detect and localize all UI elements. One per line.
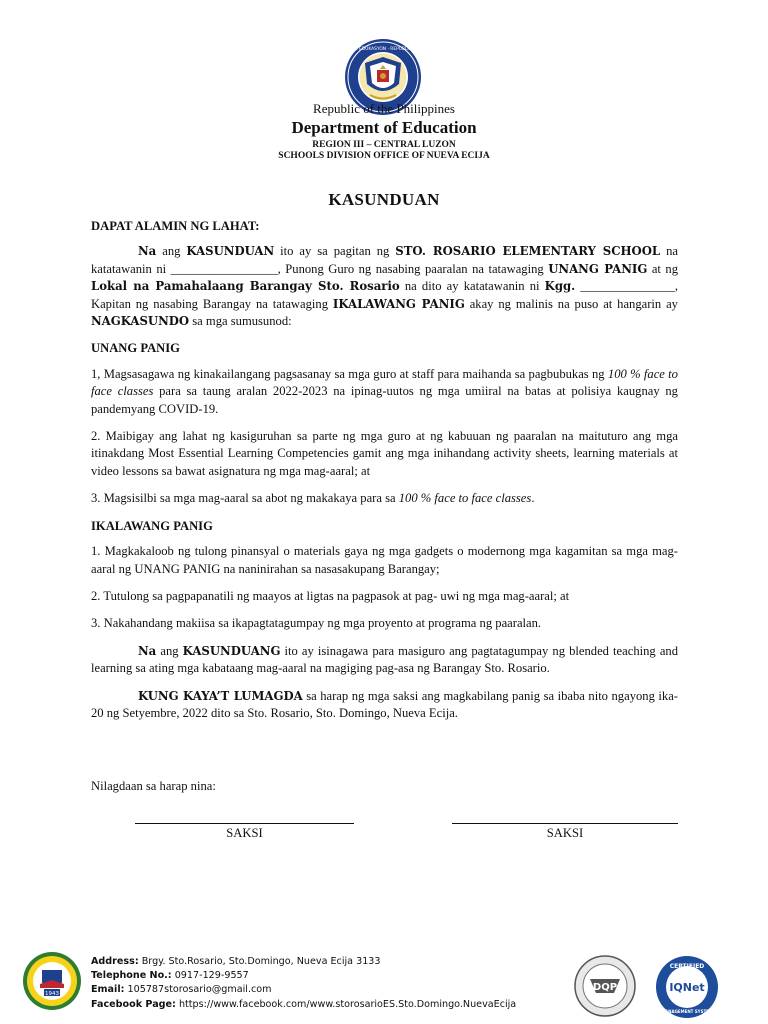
footer-facebook (91, 998, 516, 1012)
intro-text: IKALAWANG PANIG (332, 296, 465, 311)
intro-text: Na (138, 244, 157, 259)
iqnet-text: IQNet (669, 981, 705, 994)
item-emphasis: 100 % face to face classes (91, 366, 678, 399)
iqnet-certified-logo (655, 955, 719, 1019)
closing-text: KUNG KAYA’T LUMAGDA (138, 688, 303, 703)
intro-text: na katatawanin ni _________________, Punong Guro ng nasabing paaralan na tatawaging (91, 244, 678, 276)
intro-text: at ng (647, 261, 678, 276)
intro-text: ang (156, 244, 187, 259)
intro-text: KASUNDUAN (186, 244, 275, 259)
footer-value: 0917-129-9557 (171, 970, 249, 982)
signature-line-1 (135, 823, 354, 824)
intro-text: STO. ROSARIO ELEMENTARY SCHOOL (395, 244, 661, 259)
closing-paragraph-2 (91, 688, 678, 723)
dqp-certification-logo (562, 955, 648, 1017)
republic-line: Republic of the Philippines (313, 101, 455, 116)
item-text: 1, Magsasagawa ng kinakailangang pagsasanay sa mga guro at staff para maihanda sa pagbubukas ng (91, 366, 608, 381)
closing-text: ito ay isinagawa para masiguro ang pagtatagumpay ng blended teaching and learning sa ating mga kabataang mag-aaral na magiging pag-asa ng Barangay Sto. Rosario. (91, 643, 678, 676)
unang-panig-item-1 (91, 366, 678, 418)
heading-dapat-alamin: DAPAT ALAMIN NG LAHAT: (91, 219, 260, 233)
witness-label-2: SAKSI (546, 826, 584, 840)
footer-address (91, 955, 516, 969)
closing-text: KASUNDUANG (182, 643, 281, 658)
intro-text: Kgg. (544, 279, 576, 294)
closing-paragraph-1 (91, 643, 678, 678)
footer-email (91, 983, 516, 997)
item-text: . (531, 491, 535, 506)
footer-label: Facebook Page: (91, 998, 176, 1010)
witness-lead: Nilagdaan sa harap nina: (91, 779, 216, 793)
item-emphasis: 100 % face to face classes (398, 491, 532, 506)
footer-value: https://www.facebook.com/www.storosarioES.Sto.Domingo.NuevaEcija (175, 998, 517, 1010)
witness-label-1: SAKSI (226, 826, 263, 840)
intro-text: akay ng malinis na puso at hangarin ay (464, 296, 678, 311)
footer-label: Telephone No.: (91, 970, 172, 982)
closing-text: sa harap ng mga saksi ang magkabilang panig sa ibaba nito ngayong ika- 20 ng Setyembre, 2022 dito sa Sto. Rosario, Sto. Domingo, Nueva Ecija. (91, 688, 678, 720)
iqnet-top-text: CERTIFIED (669, 963, 705, 970)
footer-label: Address: (91, 956, 139, 967)
unang-panig-item-2: 2. Maibigay ang lahat ng kasiguruhan sa parte ng mga guro at ng kabuuan ng paaralan na maituturo ang mga itinakdang Most Essential Learning Competencies gamit ang mga inihandang activity sheets, learning materials at video lessons sa bawat asignatura ng mga mag-aaral; at (91, 429, 678, 478)
school-logo-year: 1943 (45, 991, 59, 997)
intro-text: UNANG PANIG (548, 261, 648, 276)
ikalawang-panig-item-1: 1. Magkakaloob ng tulong pinansyal o materials gaya ng mga gadgets o modernong mga kagamitan sa mga mag-aaral ng UNANG PANIG na naninirahan sa nasasakupang Barangay; (91, 544, 678, 576)
closing-text: Na (138, 643, 157, 658)
intro-text: NAGKASUNDO (91, 314, 190, 329)
closing-text: ang (156, 643, 183, 658)
heading-ikalawang-panig: IKALAWANG PANIG (91, 518, 213, 533)
intro-text: na dito ay katatawanin ni (399, 279, 545, 294)
seal-text: KAGAWARAN NG EDUKASYON · REPUBLIKA NG PILIPINAS (321, 47, 445, 52)
intro-paragraph (91, 243, 678, 330)
document-title: KASUNDUAN (328, 190, 440, 209)
item-text: 3. Magsisilbi sa mga mag-aaral sa abot ng makakaya para sa (91, 491, 399, 506)
iqnet-bottom-text: MANAGEMENT SYSTEM (661, 1009, 713, 1014)
footer-value: Brgy. Sto.Rosario, Sto.Domingo, Nueva Ecija 3133 (138, 956, 381, 967)
intro-text: Lokal na Pamahalaang Barangay Sto. Rosario (91, 279, 400, 294)
item-text: para sa taung aralan 2022-2023 na ipinag-uutos ng mga umiiral na batas at polisiya kaugnay ng pandemyang COVID-19. (91, 384, 678, 416)
footer-phone (91, 969, 516, 983)
ikalawang-panig-item-2: 2. Tutulong sa pagpapanatili ng maayos at ligtas na pagpasok at pag- uwi ng mga mag-aaral; at (91, 588, 570, 603)
intro-text: _______________, Kapitan ng nasabing Barangay na tatawaging (91, 279, 678, 311)
dqp-text: DQP (592, 982, 618, 993)
ikalawang-panig-item-3: 3. Nakahandang makiisa sa ikapagtatagumpay ng mga proyento at programa ng paaralan. (91, 616, 542, 631)
unang-panig-item-3 (91, 490, 678, 507)
department-name: Department of Education (291, 118, 477, 137)
heading-unang-panig: UNANG PANIG (91, 341, 180, 356)
school-logo (22, 950, 82, 1012)
document-body (91, 218, 678, 732)
division-line: SCHOOLS DIVISION OFFICE OF NUEVA ECIJA (278, 151, 490, 161)
footer-contact (91, 955, 516, 1012)
footer-label: Email: (91, 984, 125, 996)
footer-value: 105787storosario@gmail.com (124, 984, 272, 996)
region-line: REGION III – CENTRAL LUZON (312, 140, 456, 150)
intro-text: sa mga sumusunod: (189, 314, 292, 329)
signature-line-2 (452, 823, 678, 824)
intro-text: ito ay sa pagitan ng (274, 244, 396, 259)
